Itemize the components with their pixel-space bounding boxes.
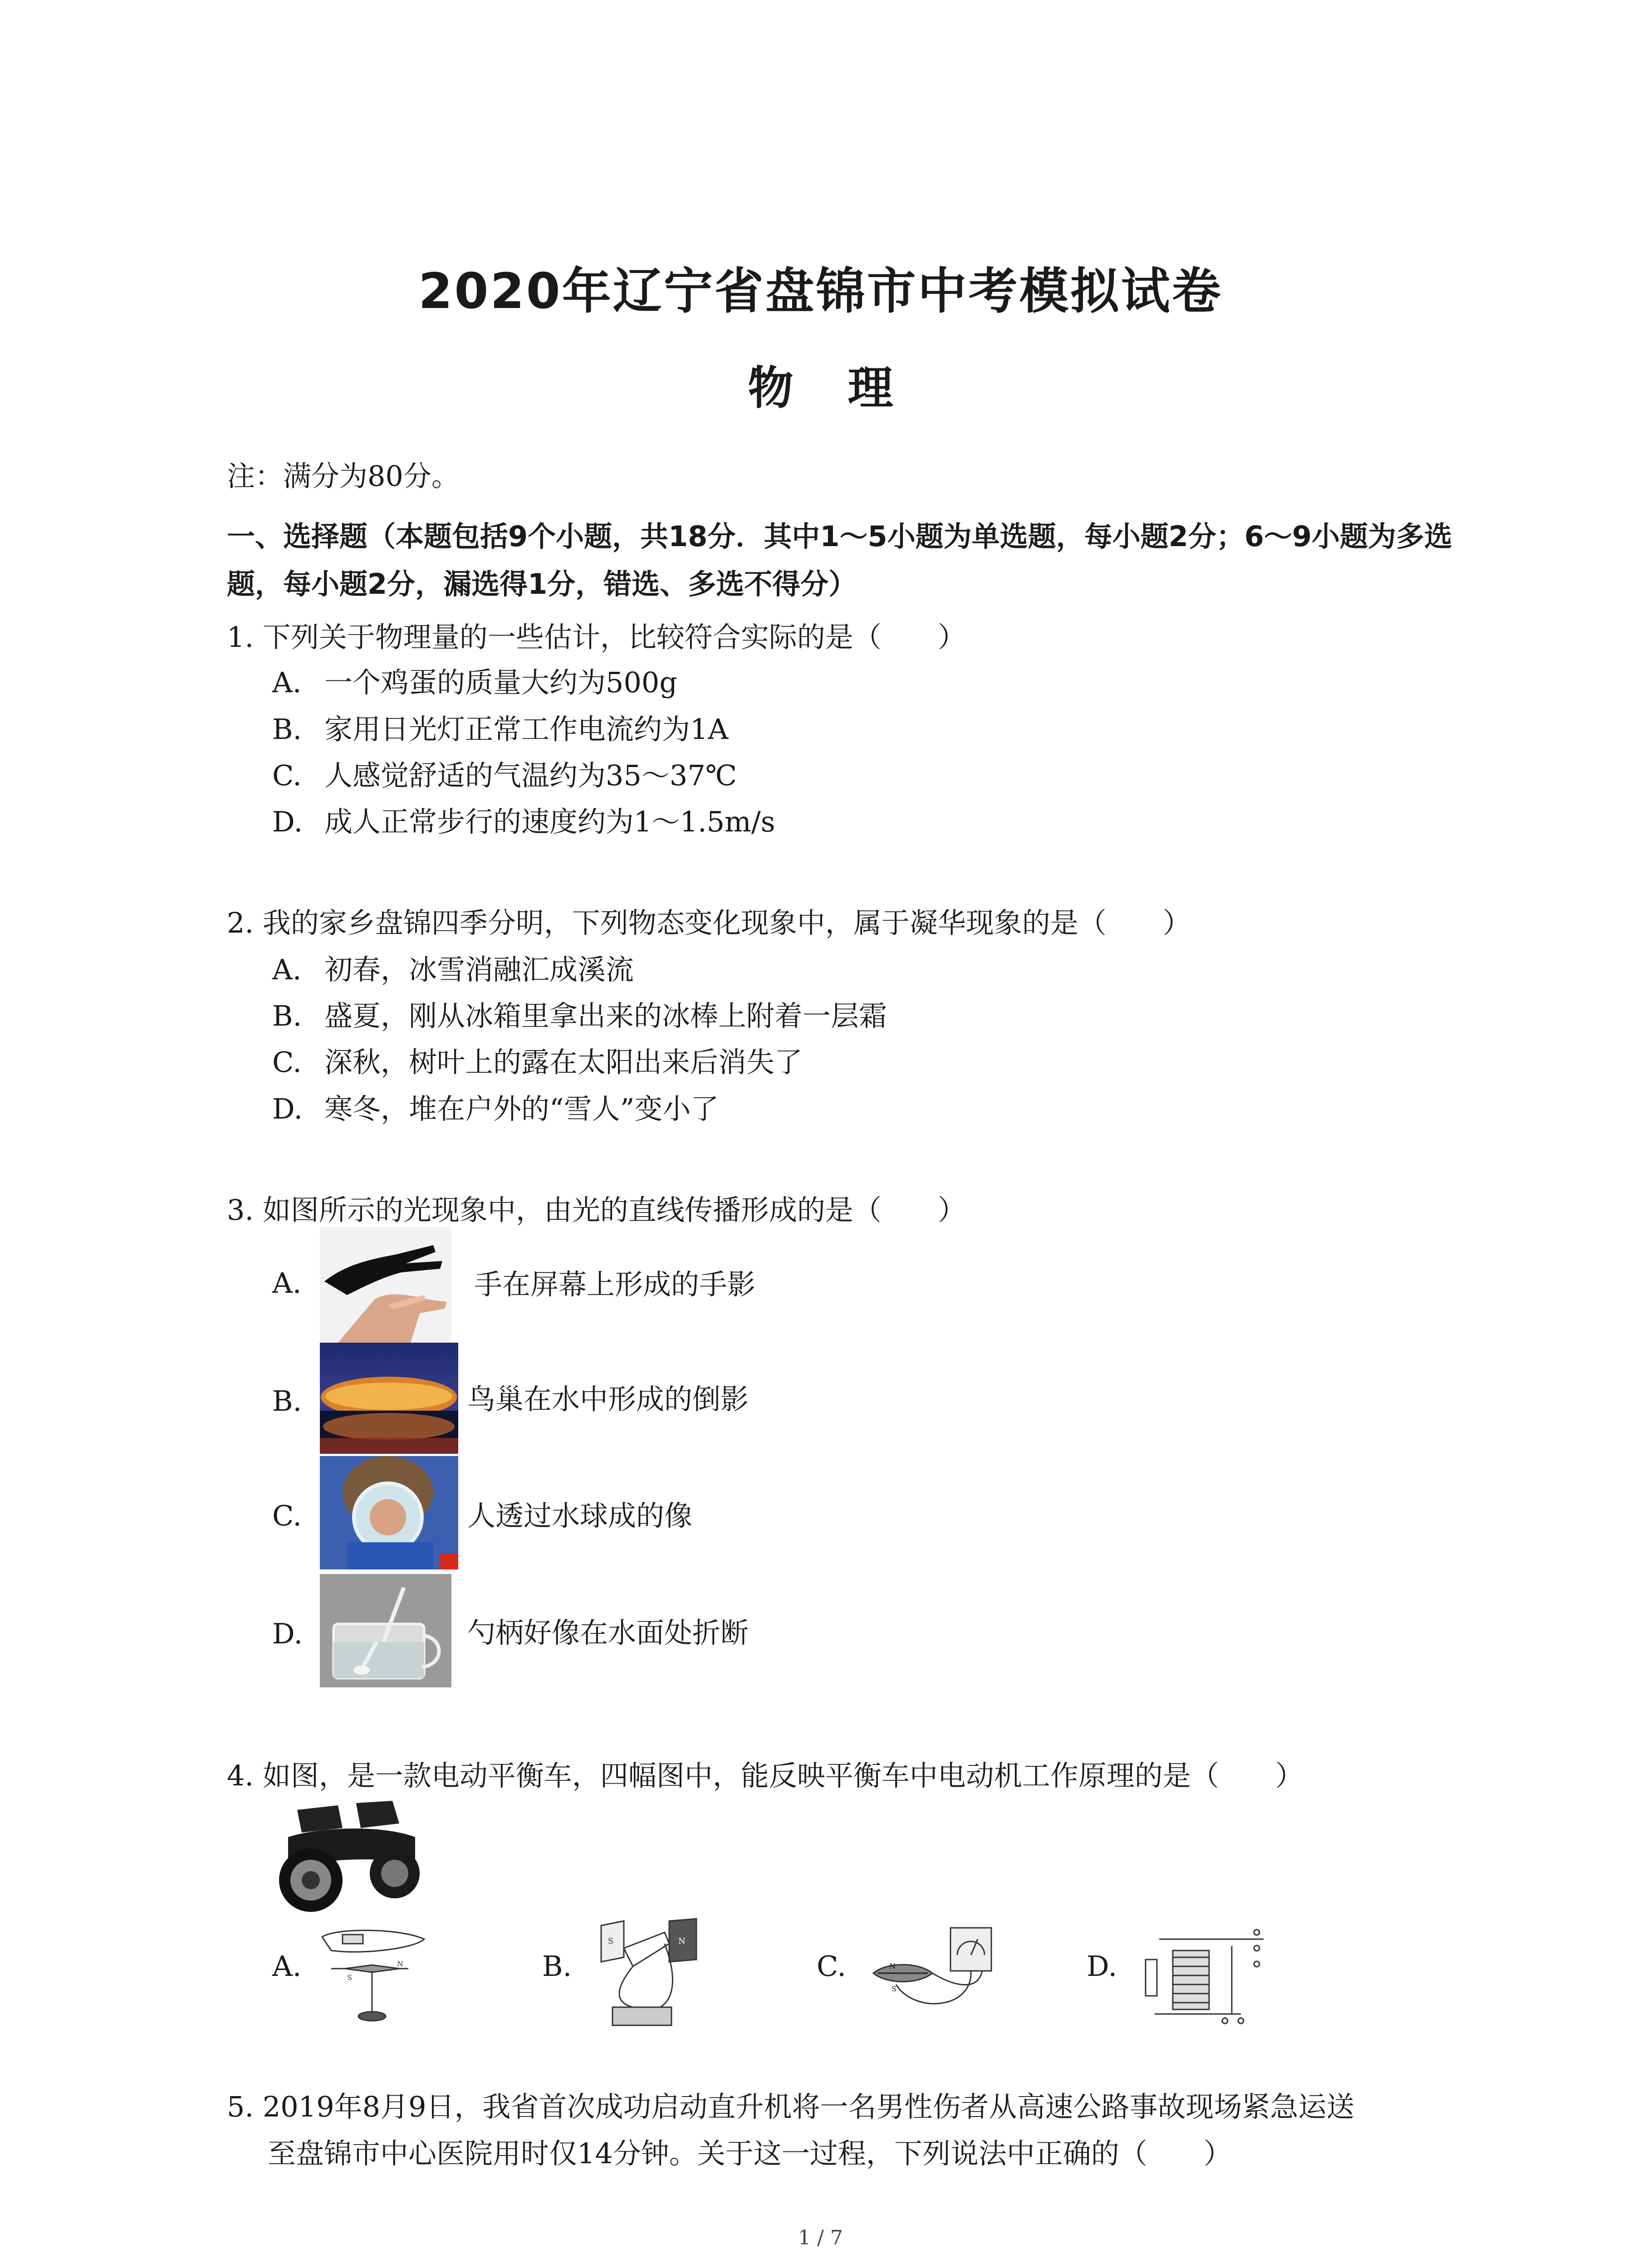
page-number: 1 / 7 (798, 2226, 843, 2249)
option-letter: D. (272, 1092, 303, 1125)
option-letter: B. (272, 713, 302, 746)
q1-option-d (272, 799, 775, 840)
question-5-line-1: 5. 2019年8月9日，我省首次成功启动直升机将一名男性伤者从高速公路事故现场紧急运送 (227, 2090, 1355, 2123)
q1-option-c (272, 753, 737, 793)
hand-shadow-photo (320, 1227, 451, 1343)
q4-option-b-letter: B. (542, 1950, 572, 1983)
svg-text:S: S (892, 1984, 896, 1993)
option-text: 成人正常步行的速度约为1～1.5m/s (324, 805, 775, 838)
motor-principle-diagram (597, 1916, 705, 2030)
option-letter: C. (272, 759, 302, 792)
spoon-in-cup-photo (320, 1574, 451, 1687)
q4-option-a-letter: A. (272, 1950, 302, 1983)
birds-nest-photo (320, 1343, 458, 1454)
section-heading: 一、选择题（本题包括9个小题，共18分．其中1～5小题为单选题，每小题2分；6～9小题为多选题，每小题2分，漏选得1分，错选、多选不得分） (227, 520, 1453, 601)
electromagnetic-induction-diagram (869, 1923, 996, 2025)
question-4-stem: 4. 如图，是一款电动平衡车，四幅图中，能反映平衡车中电动机工作原理的是（ ） (227, 1759, 1303, 1792)
option-text: 家用日光灯正常工作电流约为1A (324, 713, 729, 746)
option-text: 人感觉舒适的气温约为35～37℃ (324, 759, 737, 792)
electromagnetic-relay-diagram (1141, 1919, 1277, 2028)
option-letter: D. (272, 805, 303, 838)
option-letter: C. (272, 1046, 302, 1079)
option-letter: A. (272, 666, 302, 699)
q3-option-d-letter: D. (272, 1617, 303, 1650)
option-text: 盛夏，刚从冰箱里拿出来的冰棒上附着一层霜 (324, 999, 887, 1032)
compass-current-diagram (318, 1923, 429, 2030)
q1-option-a (272, 660, 677, 700)
q4-option-c-letter: C. (817, 1950, 846, 1983)
svg-text:S: S (608, 1936, 614, 1946)
balance-scooter-photo (270, 1796, 422, 1916)
q2-option-b (272, 993, 887, 1034)
option-text: 寒冬，堆在户外的“雪人”变小了 (324, 1092, 719, 1125)
option-text: 初春，冰雪消融汇成溪流 (324, 953, 634, 986)
svg-text:S: S (347, 1973, 352, 1982)
q3-option-a-letter: A. (272, 1266, 302, 1300)
subject-title: 物理 (748, 362, 948, 415)
q3-option-b-text: 鸟巢在水中形成的倒影 (467, 1383, 749, 1416)
question-2-stem: 2. 我的家乡盘锦四季分明，下列物态变化现象中，属于凝华现象的是（ ） (227, 906, 1191, 939)
question-1-stem: 1. 下列关于物理量的一些估计，比较符合实际的是（ ） (227, 621, 966, 654)
q2-option-a (272, 947, 634, 987)
q3-option-c-text: 人透过水球成的像 (467, 1499, 693, 1532)
q2-option-c (272, 1040, 803, 1080)
q3-option-a-text: 手在屏幕上形成的手影 (474, 1268, 756, 1301)
q2-option-d (272, 1086, 719, 1127)
option-letter: A. (272, 953, 302, 986)
q1-option-b (272, 707, 728, 747)
exam-title: 2020年辽宁省盘锦市中考模拟试卷 (418, 263, 1223, 320)
svg-text:N: N (678, 1936, 686, 1946)
water-ball-photo (320, 1456, 458, 1569)
option-letter: B. (272, 999, 302, 1032)
q3-option-c-letter: C. (272, 1499, 302, 1532)
q3-option-d-text: 勺柄好像在水面处折断 (467, 1616, 749, 1649)
q4-option-d-letter: D. (1087, 1950, 1117, 1983)
svg-text:N: N (889, 1962, 896, 1970)
score-note: 注：满分为80分。 (227, 459, 460, 493)
option-text: 深秋，树叶上的露在太阳出来后消失了 (324, 1046, 803, 1079)
q3-option-b-letter: B. (272, 1384, 302, 1418)
svg-text:N: N (397, 1960, 403, 1968)
question-3-stem: 3. 如图所示的光现象中，由光的直线传播形成的是（ ） (227, 1193, 966, 1227)
option-text: 一个鸡蛋的质量大约为500g (324, 666, 678, 699)
question-5-line-2: 至盘锦市中心医院用时仅14分钟。关于这一过程，下列说法中正确的（ ） (268, 2137, 1232, 2170)
